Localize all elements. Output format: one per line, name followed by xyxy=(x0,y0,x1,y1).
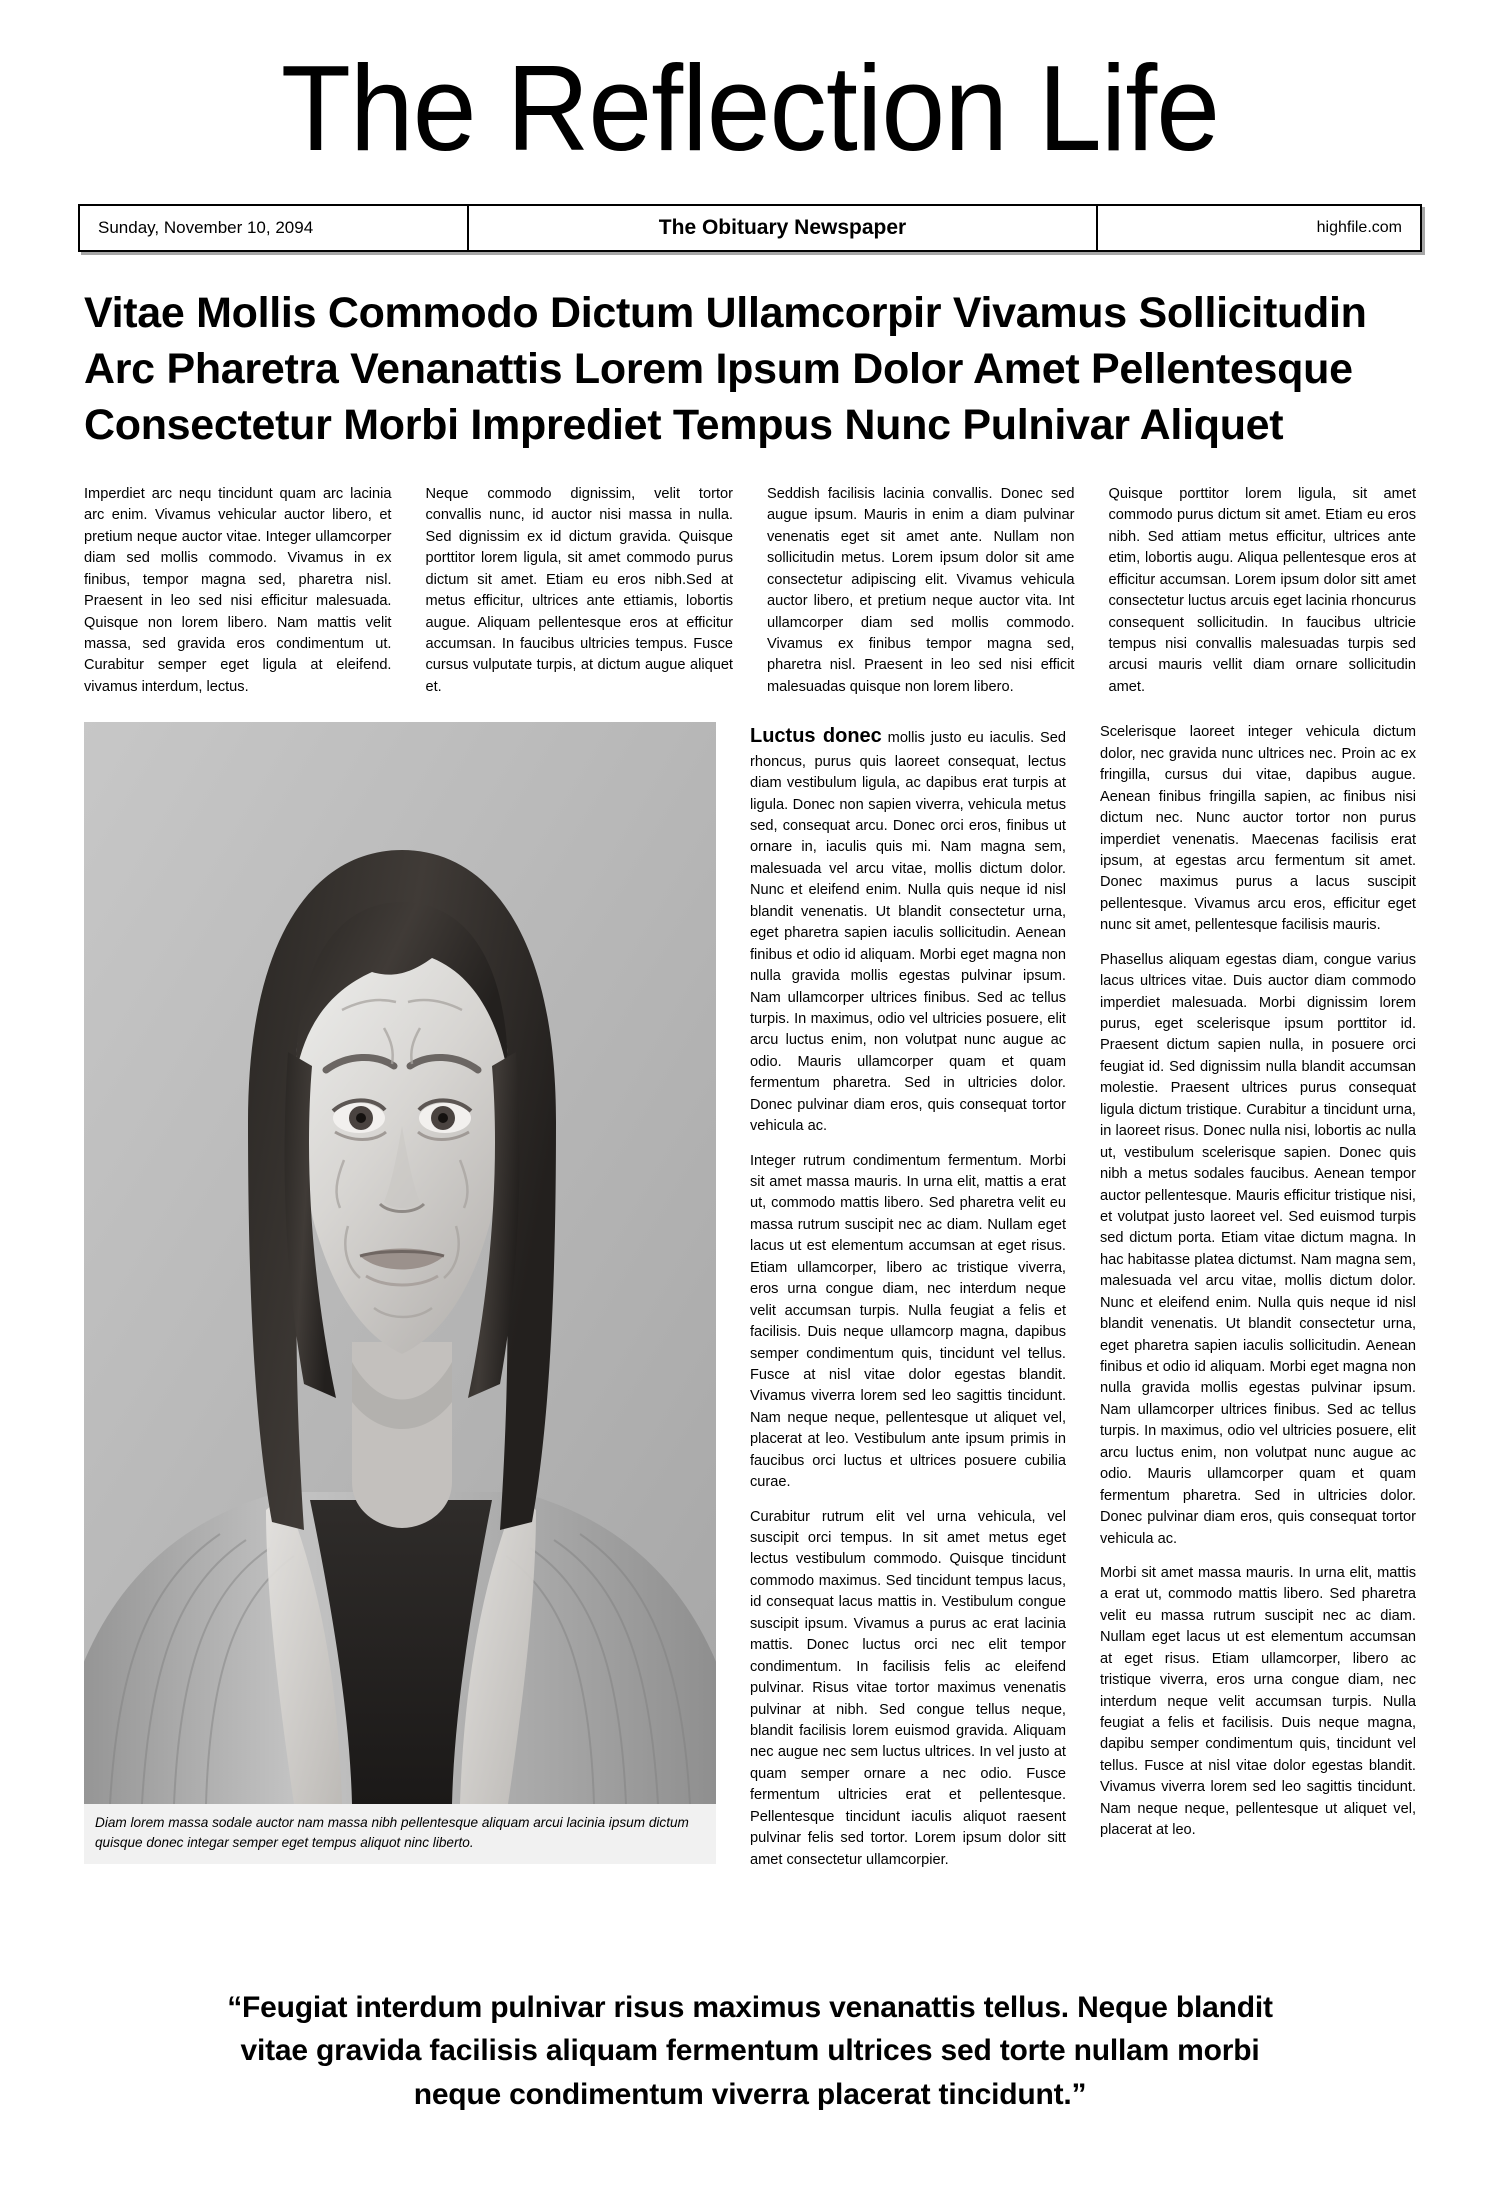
intro-column-2 xyxy=(426,484,734,698)
pull-quote-line-2: vitae gravida facilisis aliquam fermentum ultrices sed torte nullam morbi xyxy=(240,2034,1260,2067)
pull-quote-line-1: “Feugiat interdum pulnivar risus maximus venanattis tellus. Neque blandit xyxy=(227,1990,1273,2024)
article-column-left xyxy=(750,722,1066,1871)
article-paragraph xyxy=(750,722,1066,1137)
article-figure xyxy=(84,722,716,1863)
headline-line-3: Consectetur Morbi Imprediet Tempus Nunc Pulnivar Aliquet xyxy=(84,401,1284,450)
portrait-photo xyxy=(84,722,716,1804)
intro-paragraph: Seddish facilisis lacinia convallis. Donec sed augue ipsum. Mauris in enim a diam pulvinar venenatis eget sit amet ante. Nullam non sollicitudin metus. Lorem ipsum dolor sit ame consectetur adipiscing elit. Vivamus vehicula auctor libero, et pretium neque auctor vita. Int ullamcorper diam sed mollis commodo. Vivamus ex finibus tempor magna sed, pharetra nisl. Praesent in leo sed nisi efficit malesuadas quisque non lorem libero. xyxy=(767,485,1075,695)
publication-date: Sunday, November 10, 2094 xyxy=(80,206,469,250)
masthead xyxy=(78,0,1422,178)
intro-paragraph: Imperdiet arc nequ tincidunt quam arc lacinia arc enim. Vivamus vehicular auctor libero, et pretium neque auctor vitae. Integer ullamcorper diam sed mollis commodo. Vivamus in ex finibus, tempor magna sed, pharetra nisl. Praesent in leo sed nisi efficitur malesuada. Quisque non lorem libero. Nam mattis velit massa, sed gravida eros condimentum ut. Curabitur semper eget ligula at eleifend. vivamus interdum, lectus. xyxy=(84,485,392,695)
article-lead-paragraph: mollis justo eu iaculis. Sed rhoncus, purus quis laoreet consequat, lectus diam vestibulum ligula, ac dapibus erat turpis at ligula. Donec non sapien viverra, vehicula metus sed, consequat arcu. Donec orci eros, finibus ut ornare in, iaculis quis mi. Nam magna sem, malesuada vel arcu vitae, mollis dictum dolor. Nunc et eleifend enim. Nulla quis neque id nisl blandit venenatis. Ut blandit consectetur urna, eget pharetra sapien iaculis sollicitudin. Aenean finibus et odio id aliquam. Morbi eget magna non nulla gravida mollis egestas pulvinar ipsum. Nam ullamcorper ultrices finibus. Sed ac tellus turpis. In maximus, odio vel ultricies posuere, elit arcu luctus enim, non volutpat nunc augue ac odio. Mauris ullamcorper quam et quam fermentum pharetra. Sed in ultricies dolor. Donec pulvinar diam eros, quis consequat tortor vehicula ac. xyxy=(750,730,1066,1135)
article-lead-in: Luctus donec xyxy=(750,725,882,748)
info-bar xyxy=(78,204,1422,252)
article-paragraph: Scelerisque laoreet integer vehicula dictum dolor, nec gravida nunc ultrices nec. Proin ac ex fringilla, cursus dui vitae, dapibus augue. Aenean finibus fringilla sapien, ac finibus nisi dictum nec. Nunc auctor tortor non purus imperdiet venenatis. Maecenas facilisis erat ipsum, at egestas arcu fermentum sit amet. Donec maximus purus a lacus suscipit pellentesque. Vivamus arcu eros, efficitur eget nunc sit amet, pellentesque facilisis mauris. xyxy=(1100,724,1416,934)
article-paragraph: Curabitur rutrum elit vel urna vehicula, vel suscipit orci tempus. In sit amet metus eget lectus vestibulum commodo. Quisque tincidunt commodo maximus. Sed tincidunt tempus lacus, id consequat lacus mattis in. Vestibulum congue suscipit ipsum. Vivamus a purus ac erat lacinia mattis. Donec luctus orci nec elit tempor condimentum. In facilisis felis ac eleifend pulvinar. Risus vitae tortor maximus venenatis pulvinar at nibh. Sed congue tellus neque, blandit facilisis lorem euismod gravida. Aliquam nec augue nec sem luctus ultrices. In vel justo at quam semper ornare a nec odio. Fusce fermentum ultricies erat et pellentesque. Pellentesque tincidunt iaculis aliquot raesent pulvinar felis sed tortor. Lorem ipsum dolor sitt amet consectetur ullamcorpier. xyxy=(750,1508,1066,1868)
figure-caption: Diam lorem massa sodale auctor nam massa nibh pellentesque aliquam arcui lacinia ipsum dictum quisque donec integar semper eget tempus aliquot ninc liberto. xyxy=(84,1804,716,1863)
masthead-title: The Reflection Life xyxy=(280,40,1220,176)
pull-quote xyxy=(78,1986,1422,2117)
intro-column-4 xyxy=(1109,484,1417,698)
publication-name: The Obituary Newspaper xyxy=(469,206,1099,250)
intro-column-1 xyxy=(84,484,392,698)
intro-paragraph: Neque commodo dignissim, velit tortor convallis nunc, id auctor nisi massa in nulla. Sed dignissim ex id dictum gravida. Quisque porttitor lorem ligula, sit amet commodo purus dictum sit amet. Etiam eu eros nibh.Sed at metus efficitur, ultrices ante ettiamis, lobortis augue. Aliquam pellentesque eros at efficitur accumsan. In faucibus ultricies tempus. Fusce cursus vulputate turpis, at dictum augue aliquet et. xyxy=(425,485,733,695)
intro-column-3 xyxy=(767,484,1075,698)
article-paragraph: Integer rutrum condimentum fermentum. Morbi sit amet massa mauris. In urna elit, mattis a erat ut, commodo mattis libero. Sed pharetra velit eu massa rutrum suscipit nec ac diam. Nullam eget lacus ut est elementum accumsan at eget risus. Etiam ullamcorper, libero ac tristique viverra, eros urna congue diam, nec interdum neque velit accumsan turpis. Nulla feugiat a felis et facilisis. Duis neque ullamcorp magna, dapibus semper condimentum quis, tincidunt vel tellus. Fusce at nisl vitae dolor egestas blandit. Vivamus viverra lorem sed leo sagittis tincidunt. Nam neque neque, pellentesque ut aliquet vel, placerat at leo. Vestibulum ante ipsum primis in faucibus orci luctus et ultrices posuere cubilia curae. xyxy=(750,1152,1066,1491)
intro-columns xyxy=(78,484,1422,698)
article-column-right xyxy=(1100,722,1416,1841)
headline-line-1: Vitae Mollis Commodo Dictum Ullamcorpir Vivamus Sollicitudin xyxy=(84,289,1367,338)
main-content xyxy=(78,722,1422,1871)
pull-quote-line-3: neque condimentum viverra placerat tincidunt.” xyxy=(413,2077,1087,2111)
intro-paragraph: Quisque porttitor lorem ligula, sit amet commodo purus dictum sit amet. Etiam eu eros nibh. Sed attiam metus efficitur, ultrices ante etim, lobortis augu. Aliqua pellentesque eros at efficitur accumsan. Lorem ipsum dolor sitt amet consectetur luctus arcuis eget lacinia rhoncurus consequent sollicitudin. In faucibus ultricie tempus nisi convallis malesuadas turpis sed arcusi mauris vellit diam ornare sollicitudin amet. xyxy=(1108,485,1416,695)
article-paragraph: Phasellus aliquam egestas diam, congue varius lacus ultrices vitae. Duis auctor diam commodo imperdiet malesuada. Morbi dignissim lorem purus, eget scelerisque ipsum porttitor id. Praesent dictum sapien nulla, in posuere orci feugiat id. Sed dignissim nulla blandit accumsan molestie. Praesent ultrices purus consequat ligula dictum tristique. Curabitur a tincidunt urna, in laoreet risus. Donec nulla nisi, lobortis ac nulla ut, vestibulum scelerisque sapien. Donec quis nibh a metus sodales faucibus. Aenean tempor auctor pellentesque. Mauris efficitur tristique nisi, et volutpat justo laoreet vel. Sed euismod turpis sed dictum porta. Etiam vitae dictum magna. In hac habitasse platea dictumst. Nam magna sem, malesuada vel arcu vitae, mollis dictum dolor. Nunc et eleifend enim. Nulla quis neque id nisl blandit venenatis. Ut blandit consectetur urna, eget pharetra sapien iaculis sollicitudin. Aenean finibus et odio id aliquam. Morbi eget magna non nulla gravida mollis egestas pulvinar ipsum. Nam ullamcorper ultrices finibus. Sed ac tellus turpis. In maximus, odio vel ultricies posuere, elit arcu luctus enim, non volutpat nunc augue ac odio. Mauris ullamcorper quam et quam fermentum pharetra. Sed in ultricies dolor. Donec pulvinar diam eros, quis consequat tortor vehicula ac. xyxy=(1100,951,1416,1547)
article-paragraph: Morbi sit amet massa mauris. In urna elit, mattis a erat ut, commodo mattis libero. Sed pharetra velit eu massa rutrum suscipit nec ac diam. Nullam eget lacus ut est elementum accumsan at eget risus. Etiam ullamcorper, libero ac tristique viverra, eros urna congue diam, nec interdum neque velit accumsan turpis. Nulla feugiat a felis et facilisis. Duis neque magna, dapibu semper condimentum quis, tincidunt vel tellus. Fusce at nisl vitae dolor egestas blandit. Vivamus viverra lorem sed leo sagittis tincidunt. Nam neque neque, pellentesque ut aliquet vel, placerat at leo. xyxy=(1100,1564,1416,1839)
page-title xyxy=(78,286,1422,454)
headline-line-2: Arc Pharetra Venanattis Lorem Ipsum Dolor Amet Pellentesque xyxy=(84,345,1353,394)
publication-website[interactable]: highfile.com xyxy=(1316,219,1402,237)
